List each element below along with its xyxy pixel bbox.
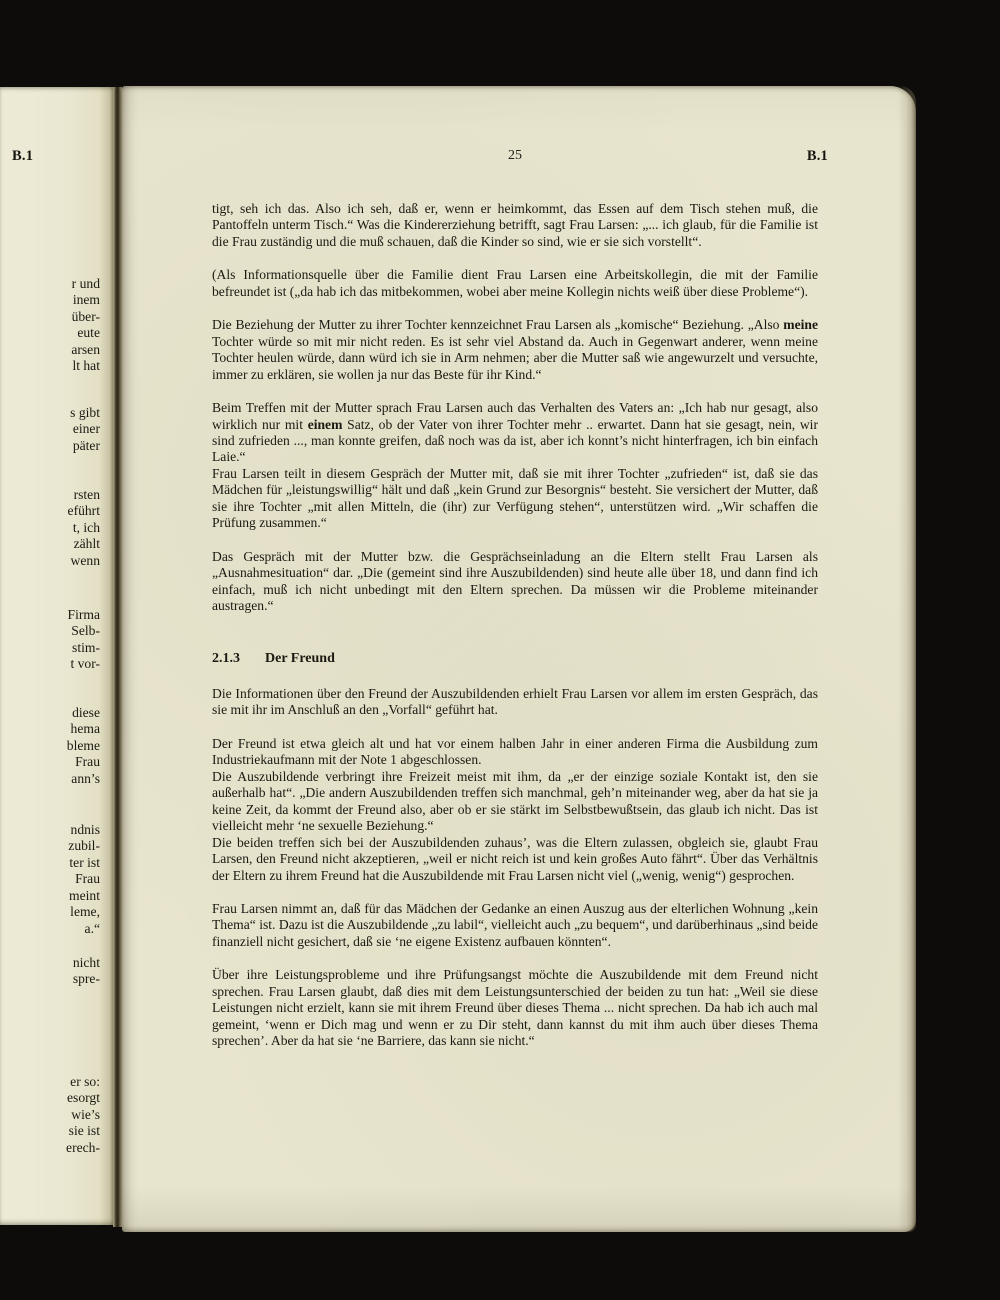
left-page-text-fragment: Firma: [67, 607, 100, 622]
left-page-section-label: B.1: [12, 148, 34, 164]
left-page-text-fragment: a.“: [84, 920, 100, 936]
body-paragraph: Beim Treffen mit der Mutter sprach Frau Larsen auch das Verhalten des Vaters an: „Ich hab nur gesagt, also wirklich nur mit einem Satz, ob der Vater von ihrer Tochter mehr .. erwartet. Dann hat sie gesagt, nein, wir sind zufrieden ..., man konnte greifen, daß noch was da ist, aber ich konnt’s nicht hinterfragen, ich bin einfach Laie.“: [212, 400, 818, 465]
section-heading-title: Der Freund: [265, 650, 335, 666]
left-page-text-fragment: über-: [71, 308, 100, 324]
page-header: [212, 148, 828, 168]
page-section-label: B.1: [806, 148, 828, 164]
left-page-fragment-group: [70, 405, 100, 454]
left-page-text-fragment: t vor-: [70, 656, 100, 672]
left-page-text-fragment: s gibt: [70, 405, 100, 420]
left-page-text-fragment: diese: [72, 705, 100, 720]
body-paragraph: (Als Informationsquelle über die Familie dient Frau Larsen eine Arbeitskollegin, die mit der Familie befreundet ist („da hab ich das mitbekommen, wobei aber meine Kollegin nichts weiß über diese Probleme“).: [212, 267, 818, 299]
left-page-text-fragment: erech-: [66, 1139, 100, 1155]
left-page-text-fragment: esorgt: [67, 1090, 100, 1106]
left-page-text-fragment: wenn: [70, 552, 100, 568]
left-page-fragment-group: [68, 487, 100, 569]
body-paragraph: Die Beziehung der Mutter zu ihrer Tochter kennzeichnet Frau Larsen als „komische“ Beziehung. „Also meine Tochter würde so mit mir nicht reden. Es ist sehr viel Abstand da. Auch in Gegenwart anderer, wenn meine Tochter heulen würde, dann würd ich sie in Arm nehmen; aber die Mutter saß wie angewurzelt und versuchte, immer zu erklären, sie wollen ja nur das Beste für ihr Kind.“: [212, 317, 818, 382]
left-page-text-fragment: Selb-: [71, 623, 100, 639]
left-page-text-fragment: inem: [72, 292, 100, 308]
left-page-text-fragment: rsten: [73, 487, 100, 502]
left-page-text-fragment: eführt: [67, 503, 100, 519]
left-page-text-fragment: leme,: [70, 904, 100, 920]
left-page-text-fragment: wie’s: [71, 1106, 100, 1122]
section-heading: [212, 651, 818, 667]
left-page-text-fragment: arsen: [71, 341, 100, 357]
left-page-text-fragment: sie ist: [68, 1123, 100, 1139]
left-page-text-fragment: zubil-: [68, 838, 100, 854]
left-page-text-fragment: nicht: [72, 955, 100, 970]
body-paragraph: tigt, seh ich das. Also ich seh, daß er, wenn er heimkommt, das Essen auf dem Tisch stehen muß, die Pantoffeln unterm Tisch.“ Was die Kindererziehung betrifft, sagt Frau Larsen: „... ich glaub, für die Familie ist die Frau zuständig und die muß schauen, daß die Kinder so sind, wie er sie sich vorstellt“.: [212, 201, 818, 249]
body-paragraph: Die beiden treffen sich bei der Auszubildenden zuhaus’, was die Eltern zulassen, obgleich sie, glaubt Frau Larsen, den Freund nicht akzeptieren, „weil er nicht reich ist und kein großes Auto fährt“. Über das Verhältnis der Eltern zu ihrem Freund hat die Auszubildende mit Frau Larsen nicht viel („wenig, wenig“) gesprochen.: [212, 834, 818, 883]
page-25: [122, 86, 916, 1232]
left-page-fragment-group: [68, 822, 100, 937]
left-page-fragment-group: [66, 1074, 100, 1156]
book-gutter-shadow: [113, 87, 122, 1227]
body-paragraph: Die Auszubildende verbringt ihre Freizeit meist mit ihm, da „er der einzige soziale Kontakt ist, den sie außerhalb hat“. „Die andern Auszubildenden treffen sich manchmal, geh’n miteinander weg, aber da hat sie ja keine Zeit, da kommt der Freund also, aber ob er sie stärkt im Selbstbewußtsein, das glaub ich nicht. Das ist vielleicht mehr ‘ne sexuelle Beziehung.“: [212, 768, 818, 834]
page-number: 25: [508, 148, 522, 163]
body-paragraph: Frau Larsen teilt in diesem Gespräch der Mutter mit, daß sie mit ihrer Tochter „zufrieden“ ist, daß sie das Mädchen für „leistungswillig“ hält und daß „kein Grund zur Besorgnis“ besteht. Sie versichert der Mutter, daß sie ihre Tochter „mit allen Mitteln, die (ihr) zur Verfügung stehen“, unterstützen wird. „Wir schaffen die Prüfung zusammen.“: [212, 465, 818, 531]
left-page-text-fragment: ter ist: [69, 854, 100, 870]
left-page-text-fragment: einer: [72, 421, 100, 437]
left-page-text-fragment: bleme: [66, 737, 100, 753]
body-paragraph: Frau Larsen nimmt an, daß für das Mädchen der Gedanke an einen Auszug aus der elterlichen Wohnung „kein Thema“ ist. Dazu ist die Auszubildende „zu labil“, vielleicht auch „zu bequem“, und darüberhinaus „sind beide finanziell nicht gesichert, daß sie ‘ne eigene Existenz aufbauen könnten“.: [212, 900, 818, 949]
left-page-fragment-group: [71, 276, 100, 375]
left-page-text-fragment: spre-: [72, 971, 100, 987]
body-paragraph: Die Informationen über den Freund der Auszubildenden erhielt Frau Larsen vor allem im ersten Gespräch, das sie mit ihr im Anschluß an den „Vorfall“ geführt hat.: [212, 685, 818, 718]
body-paragraph: Über ihre Leistungsprobleme und ihre Prüfungsangst möchte die Auszubildende mit dem Freund nicht sprechen. Frau Larsen glaubt, daß dies mit dem Leistungsunterschied der beiden zu tun hat: „Weil sie diese Leistungen nicht erzielt, kann sie mit ihrem Freund über dieses Thema ... nicht sprechen. Da hab ich auch mal gemeint, ‘wenn er Dich mag und wenn er zu Dir steht, dann kannst du mit ihm auch über dieses Thema sprechen’. Aber da hat sie ‘ne Barriere, das kann sie nicht.“: [212, 967, 818, 1049]
left-page-text-fragment: päter: [72, 437, 100, 453]
left-page-text-fragment: lt hat: [72, 358, 100, 374]
body-paragraph: Das Gespräch mit der Mutter bzw. die Gesprächseinladung an die Eltern stellt Frau Larsen als „Ausnahmesituation“ dar. „Die (gemeint sind ihre Auszubildenden) sind heute alle über 18, und dann find ich einfach, muß ich nicht unbedingt mit den Eltern sprechen. Da müssen wir die Probleme miteinander austragen.“: [212, 548, 818, 614]
left-page-text-fragment: zählt: [73, 536, 100, 552]
left-page-fragment-group: [68, 607, 100, 673]
left-page-text-fragment: r und: [71, 276, 100, 291]
left-page-text-fragment: Frau: [75, 754, 100, 770]
left-page-text-fragment: t, ich: [72, 519, 100, 535]
left-page-text-fragment: eute: [77, 325, 100, 341]
body-text-column: [212, 201, 818, 1050]
left-page-text-fragment: hema: [70, 721, 100, 737]
left-page-edge: [0, 87, 113, 1225]
left-page-text-fragment: er so:: [70, 1074, 100, 1089]
left-page-text-fragment: stim-: [72, 639, 100, 655]
left-page-text-fragment: ndnis: [70, 822, 100, 837]
left-page-text-fragment: meint: [69, 887, 100, 903]
left-page-text-fragment: ann’s: [71, 770, 100, 786]
left-page-fragment-group: [73, 955, 100, 988]
section-heading-number: 2.1.3: [212, 650, 240, 666]
body-paragraph: Der Freund ist etwa gleich alt und hat vor einem halben Jahr in einer anderen Firma die Ausbildung zum Industriekaufmann mit der Note 1 abgeschlossen.: [212, 735, 818, 768]
left-page-text-fragment: Frau: [75, 871, 100, 887]
left-page-fragment-group: [67, 705, 100, 787]
page-fore-edge: [898, 86, 916, 1232]
